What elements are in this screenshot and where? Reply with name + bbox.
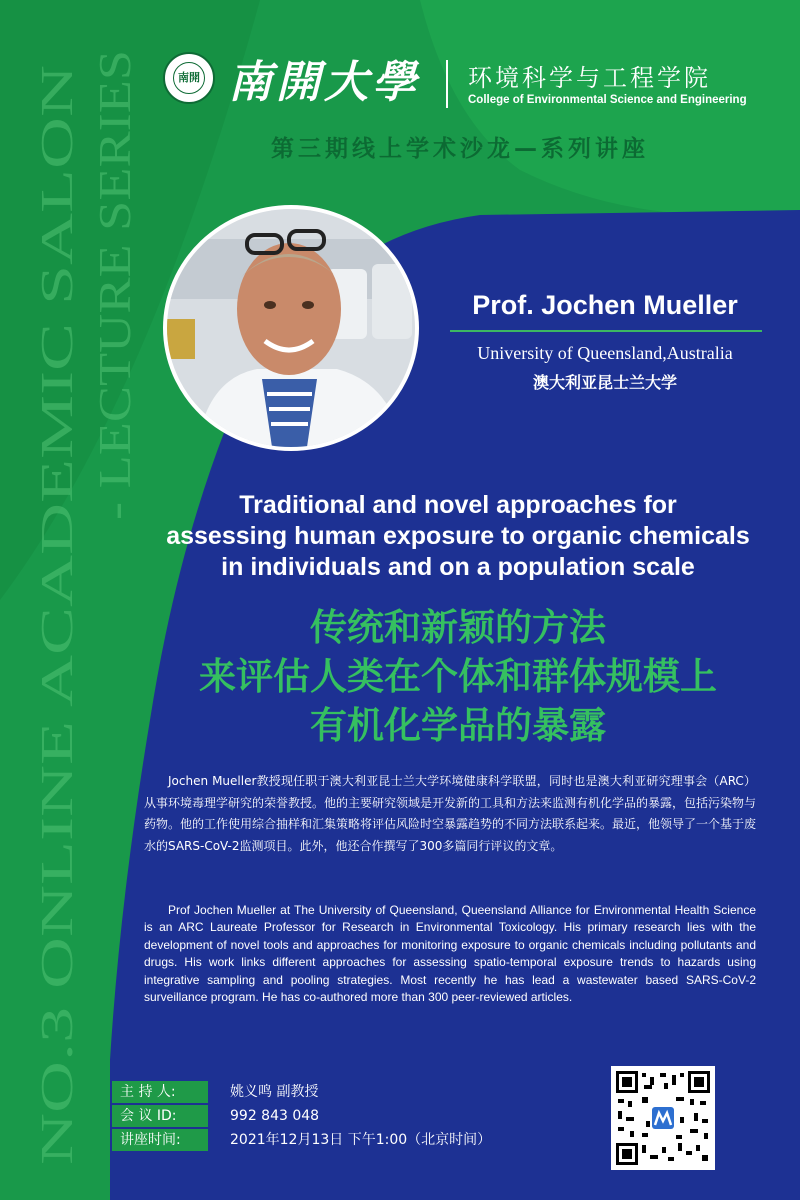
talk-title-en xyxy=(128,490,788,583)
host-value: 姚义鸣 副教授 xyxy=(230,1084,319,1100)
series-title: 第三期线上学术沙龙—系列讲座 xyxy=(271,136,649,162)
college-name-cn: 环境科学与工程学院 xyxy=(468,64,711,92)
university-name: 南開大學 xyxy=(228,57,420,108)
bio-cn: Jochen Mueller教授现任职于澳大利亚昆士兰大学环境健康科学联盟，同时也是澳大利亚研究理事会（ARC）从事环境毒理学研究的荣誉教授。他的主要研究领域是开发新的工具和方法来监测有机化学品的暴露，包括污染物与药物。他的工作使用综合抽样和汇集策略将评估风险时空暴露趋势的不同方法联系起来。最近，他领导了一个基于废水的SARS-CoV-2监测项目。此外，他还合作撰写了300多篇同行评议的文章。 xyxy=(144,774,757,853)
talk-title-en-line: in individuals and on a population scale xyxy=(221,553,695,581)
meeting-id-value: 992 843 048 xyxy=(230,1108,320,1124)
header-divider xyxy=(446,60,448,108)
bio-en: Prof Jochen Mueller at The University of Queensland, Queensland Alliance for Environmental Health Science is an ARC Laureate Professor for Research in Environmental Toxicology. His primary research lies with the development of novel tools and approaches for monitoring exposure to organic chemicals including pollutants and drugs. His work links different approaches for assessing spatio-temporal exposure trends to hazards using integrative sampling and pooling strategies. Most recently he has lead a wastewater based SARS-CoV-2 surveillance program. He has co-authored more than 300 peer-reviewed articles. xyxy=(144,903,756,1005)
host-label: 主 持 人: xyxy=(112,1081,208,1103)
qr-code[interactable] xyxy=(611,1066,715,1170)
speaker-affiliation-en: University of Queensland,Australia xyxy=(477,343,733,363)
meeting-id-label: 会 议 ID: xyxy=(112,1105,208,1127)
university-crest xyxy=(163,52,215,104)
time-value: 2021年12月13日 下午1:00（北京时间） xyxy=(230,1132,492,1148)
watermark-line-2: - LECTURE SERIES xyxy=(89,121,140,520)
time-label: 讲座时间: xyxy=(112,1129,208,1151)
name-divider xyxy=(450,330,762,332)
talk-title-cn-line: 有机化学品的暴露 xyxy=(310,704,606,747)
qr-code-icon xyxy=(616,1071,710,1165)
talk-title-cn xyxy=(128,603,788,750)
talk-title-en-line: assessing human exposure to organic chemicals xyxy=(166,522,750,550)
talk-title-cn-line: 传统和新颖的方法 xyxy=(310,606,606,649)
speaker-photo xyxy=(163,205,419,451)
crest-text: 南開 xyxy=(173,62,205,94)
watermark-line-1: NO.3 ONLINE ACADEMIC SALON xyxy=(31,462,82,1165)
speaker-affiliation-cn: 澳大利亚昆士兰大学 xyxy=(532,373,677,392)
speaker-name: Prof. Jochen Mueller xyxy=(472,290,738,320)
talk-title-en-line: Traditional and novel approaches for xyxy=(239,491,677,519)
college-name-en: College of Environmental Science and Engineering xyxy=(468,94,747,106)
talk-title-cn-line: 来评估人类在个体和群体规模上 xyxy=(199,655,717,698)
